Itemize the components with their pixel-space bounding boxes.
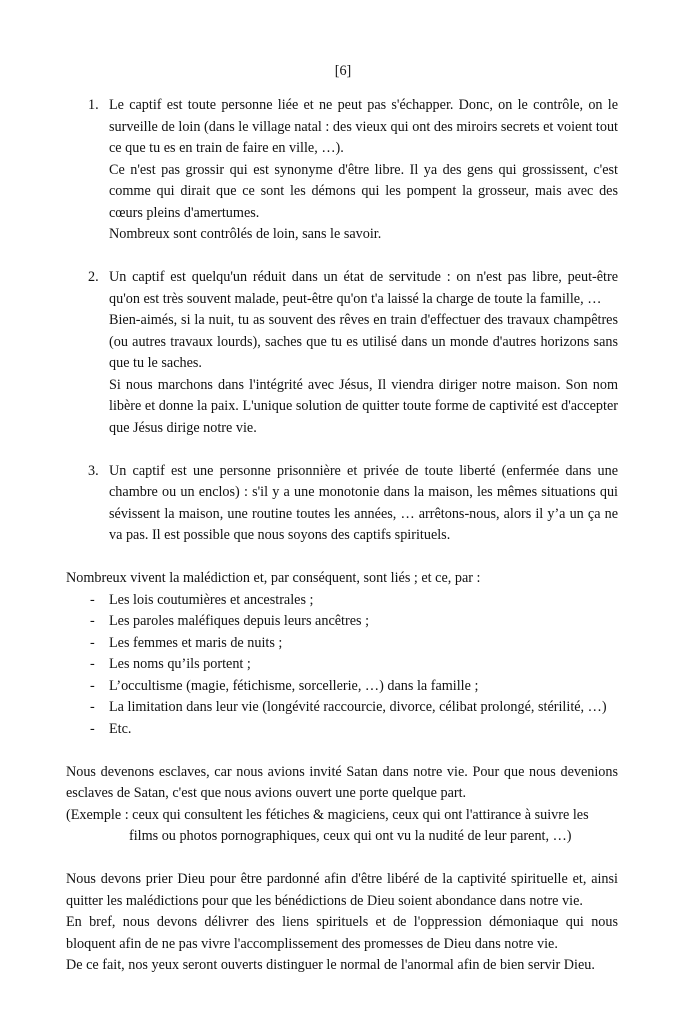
page-number: [6] bbox=[334, 63, 352, 79]
item-paragraph: Le captif est toute personne liée et ne peut pas s'échapper. Donc, on le contrôle, on le surveille de loin (dans le village natal : des vieux qui ont des miroirs secrets et voient tout ce que tu es en train de faire en ville, …). bbox=[109, 97, 618, 156]
list-item-text: Les paroles maléfiques depuis leurs ancêtres ; bbox=[109, 613, 370, 629]
dash-bullet: - bbox=[90, 613, 95, 629]
item-paragraph: Ce n'est pas grossir qui est synonyme d'être libre. Il ya des gens qui grossissent, c'est comme qui dirait que ce sont les démons qui les pompent la grosseur, mais avec des cœurs pleins d'amertumes. bbox=[109, 161, 618, 221]
item-paragraph: Un captif est une personne prisonnière et privée de toute liberté (enfermée dans une chambre ou un enclos) : s'il y a une monotonie dans la maison, les mêmes situations qui sévissent la maison, une routine toutes les années, … arrêtons-nous, alors il y’a un ça ne va pas. Il est possible que nous soyons des captifs spirituels. bbox=[109, 462, 618, 543]
list-item-text: L’occultisme (magie, fétichisme, sorcellerie, …) dans la famille ; bbox=[109, 677, 479, 694]
item-paragraph: Bien-aimés, si la nuit, tu as souvent des rêves en train d'effectuer des travaux champêtres (ou autres travaux lourds), saches que tu es utilisé dans un monde d'autres horizons sans que tu le saches. bbox=[109, 312, 618, 371]
curses-list bbox=[66, 590, 618, 741]
example-line: (Exemple : ceux qui consultent les fétiches & magiciens, ceux qui ont l'attirance à suivre les bbox=[66, 806, 589, 823]
closing-paragraph: En bref, nous devons délivrer des liens spirituels et de l'oppression démoniaque qui nous bloquent afin de ne pas vivre l'accomplissement des promesses de Dieu dans notre vie. bbox=[66, 914, 618, 952]
numbered-item bbox=[66, 95, 618, 246]
item-number: 1. bbox=[88, 97, 99, 113]
example-line-continued: films ou photos pornographiques, ceux qui ont vu la nudité de leur parent, …) bbox=[129, 828, 572, 844]
list-item bbox=[66, 590, 618, 612]
numbered-item bbox=[66, 461, 618, 547]
dash-bullet: - bbox=[90, 634, 95, 651]
list-item-text: Les femmes et maris de nuits ; bbox=[109, 634, 283, 651]
closing-section bbox=[66, 869, 618, 977]
item-paragraph: Un captif est quelqu'un réduit dans un état de servitude : on n'est pas libre, peut-être qu'on est très souvent malade, peut-être qu'on t'a laissé la charge de toute la famille, … bbox=[109, 269, 618, 307]
item-number: 3. bbox=[88, 462, 99, 479]
list-item bbox=[66, 611, 618, 633]
closing-paragraph: De ce fait, nos yeux seront ouverts distinguer le normal de l'anormal afin de bien servir Dieu. bbox=[66, 957, 595, 973]
curses-intro: Nombreux vivent la malédiction et, par conséquent, sont liés ; et ce, par : bbox=[66, 570, 481, 586]
list-item bbox=[66, 676, 618, 698]
slaves-paragraph bbox=[66, 762, 618, 848]
item-paragraph: Si nous marchons dans l'intégrité avec Jésus, Il viendra diriger notre maison. Son nom libère et donne la paix. L'unique solution de quitter toute forme de captivité est d'accepter que Jésus dirige notre vie. bbox=[109, 376, 618, 436]
item-paragraph: Nombreux sont contrôlés de loin, sans le savoir. bbox=[109, 226, 382, 242]
numbered-item bbox=[66, 267, 618, 439]
list-item bbox=[66, 697, 618, 719]
slaves-text: Nous devenons esclaves, car nous avions invité Satan dans notre vie. Pour que nous devenions esclaves de Satan, c'est que nous avions ouvert une porte quelque part. bbox=[66, 763, 618, 801]
dash-bullet: - bbox=[90, 720, 95, 737]
dash-bullet: - bbox=[90, 656, 95, 672]
list-item-text: Etc. bbox=[109, 720, 132, 737]
dash-bullet: - bbox=[90, 677, 95, 694]
list-item-text: La limitation dans leur vie (longévité raccourcie, divorce, célibat prolongé, stérilité, …) bbox=[109, 699, 607, 715]
document-body bbox=[66, 95, 618, 998]
list-item-text: Les noms qu’ils portent ; bbox=[109, 656, 251, 672]
dash-bullet: - bbox=[90, 699, 95, 715]
list-item bbox=[66, 719, 618, 741]
list-item bbox=[66, 633, 618, 655]
item-number: 2. bbox=[88, 269, 99, 285]
closing-paragraph: Nous devons prier Dieu pour être pardonné afin d'être libéré de la captivité spirituelle et, ainsi quitter les malédictions pour que les bénédictions de Dieu soient abondance dans notre vie. bbox=[66, 871, 618, 909]
numbered-list bbox=[66, 95, 618, 547]
list-item bbox=[66, 654, 618, 676]
list-item-text: Les lois coutumières et ancestrales ; bbox=[109, 591, 314, 608]
dash-bullet: - bbox=[90, 591, 95, 608]
